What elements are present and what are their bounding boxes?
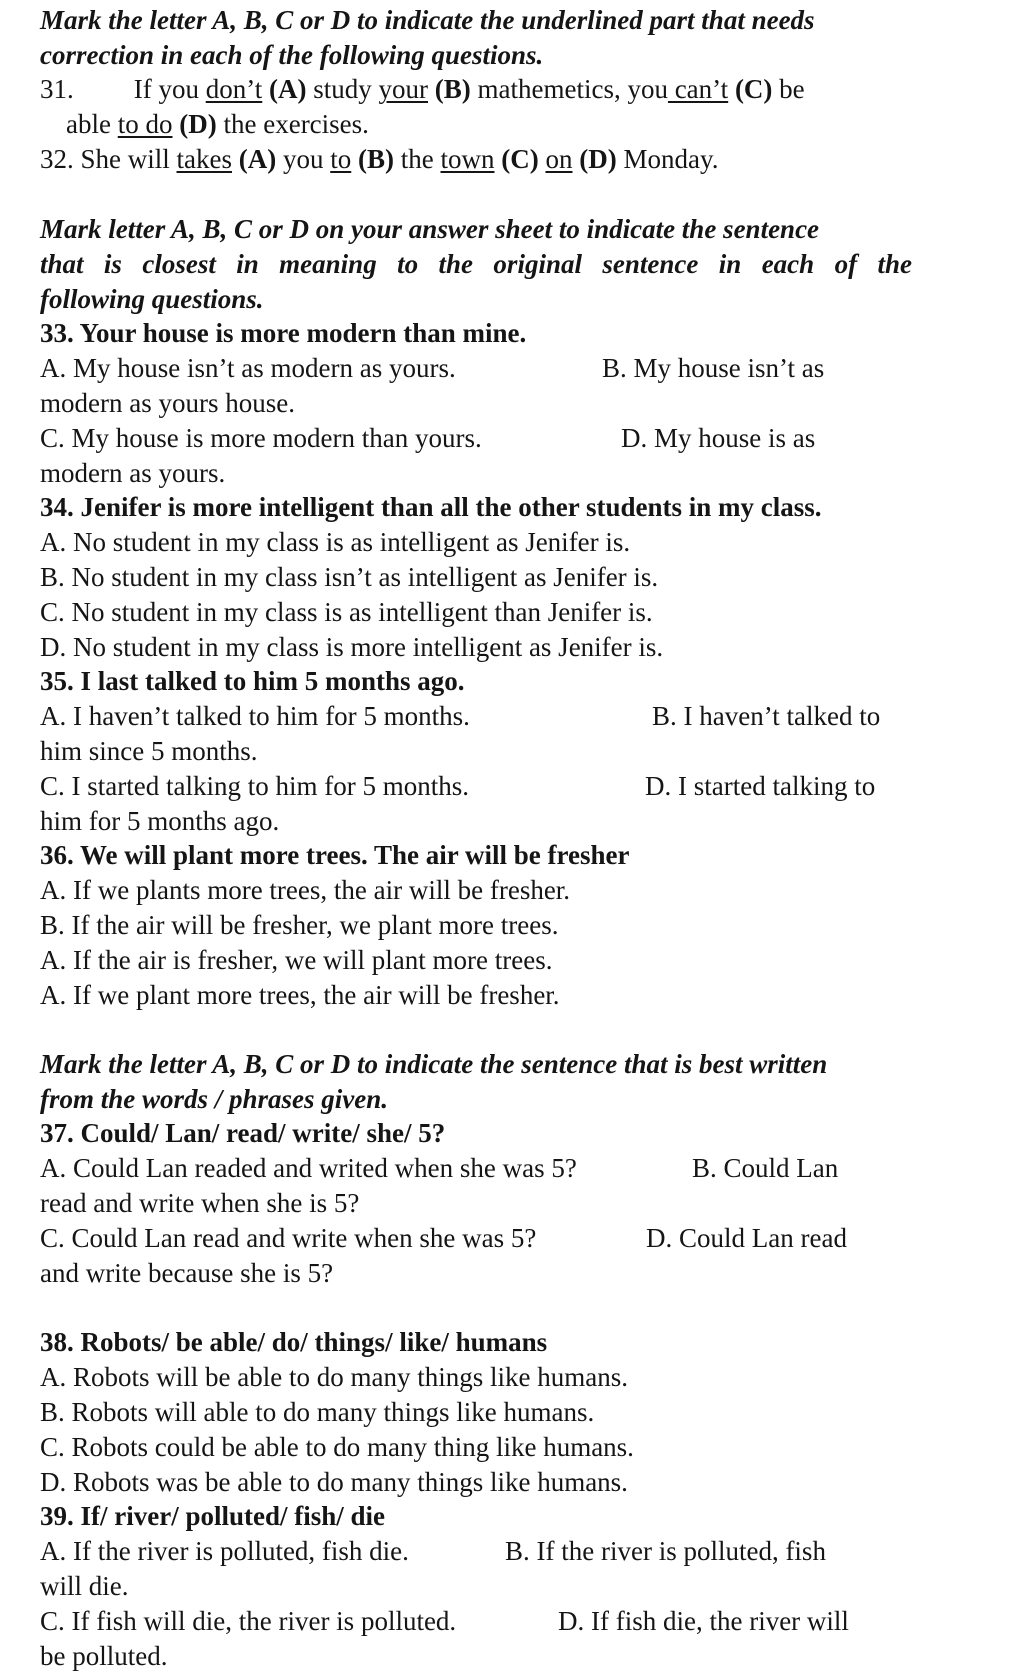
underlined-part-c: can’t: [667, 74, 729, 104]
option-b: B. If the air will be fresher, we plant more trees.: [40, 910, 559, 940]
option-c: C. No student in my class is as intelligent than Jenifer is.: [40, 597, 653, 627]
option-d-cont: be polluted.: [40, 1641, 168, 1671]
text: you: [282, 144, 331, 174]
option-b: B. If the river is polluted, fish: [505, 1536, 826, 1566]
option-b-cont: read and write when she is 5?: [40, 1188, 360, 1218]
option-label: (D): [572, 144, 624, 174]
option-d: D. No student in my class is more intelligent as Jenifer is.: [40, 632, 664, 662]
instruction-line: Mark the letter A, B, C or D to indicate the sentence that is best written: [40, 1049, 828, 1079]
question-39-stem: 39. If/ river/ polluted/ fish/ die: [40, 1501, 386, 1531]
instruction-line: from the words / phrases given.: [40, 1084, 389, 1114]
option-a: A. No student in my class is as intelligent as Jenifer is.: [40, 527, 631, 557]
underlined-part-c: town: [440, 144, 495, 174]
option-d: D. If fish die, the river will: [558, 1606, 849, 1636]
option-b-cont: him since 5 months.: [40, 736, 258, 766]
instruction-line: Mark the letter A, B, C or D to indicate the underlined part that needs: [40, 5, 815, 35]
underlined-part-a: don’t: [205, 74, 263, 104]
question-34-stem: 34. Jenifer is more intelligent than all the other students in my class.: [40, 492, 822, 522]
text: 32. She will: [40, 144, 177, 174]
option-a: A. Robots will be able to do many things like humans.: [40, 1362, 628, 1392]
option-c: C. I started talking to him for 5 months.: [40, 771, 469, 801]
option-c: C. My house is more modern than yours.: [40, 423, 482, 453]
text: mathemetics, you: [477, 74, 668, 104]
text: If you: [133, 74, 206, 104]
text: Monday.: [623, 144, 719, 174]
question-36-stem: 36. We will plant more trees. The air will be fresher: [40, 840, 630, 870]
option-label: (C): [728, 74, 780, 104]
option-d: D. Robots was be able to do many things like humans.: [40, 1467, 628, 1497]
underlined-part-a: takes: [176, 144, 232, 174]
option-c: C. Robots could be able to do many thing like humans.: [40, 1432, 634, 1462]
instruction-line: correction in each of the following questions.: [40, 40, 544, 70]
option-label: (B): [351, 144, 401, 174]
option-c: C. If fish will die, the river is polluted.: [40, 1606, 457, 1636]
question-37-stem: 37. Could/ Lan/ read/ write/ she/ 5?: [40, 1118, 446, 1148]
option-b: B. My house isn’t as: [602, 353, 825, 383]
instruction-line: Mark letter A, B, C or D on your answer sheet to indicate the sentence: [40, 214, 820, 244]
underlined-part-d: on: [545, 144, 573, 174]
text: study: [313, 74, 379, 104]
option-c: C. Could Lan read and write when she was 5?: [40, 1223, 537, 1253]
underlined-part-b: to: [330, 144, 352, 174]
question-38-stem: 38. Robots/ be able/ do/ things/ like/ humans: [40, 1327, 548, 1357]
option-d-cont: him for 5 months ago.: [40, 806, 280, 836]
option-label: (A): [262, 74, 314, 104]
question-31-line-2: [66, 107, 369, 142]
text: the: [400, 144, 441, 174]
option-a: A. If we plants more trees, the air will be fresher.: [40, 875, 571, 905]
underlined-part-d: to do: [117, 109, 173, 139]
option-b: B. No student in my class isn’t as intelligent as Jenifer is.: [40, 562, 659, 592]
option-label: (A): [232, 144, 283, 174]
option-b-cont: modern as yours house.: [40, 388, 295, 418]
underlined-part-b: your: [378, 74, 428, 104]
option-b: B. I haven’t talked to: [652, 701, 881, 731]
instruction-line: following questions.: [40, 284, 264, 314]
option-label: (B): [428, 74, 478, 104]
option-a: A. I haven’t talked to him for 5 months.: [40, 701, 470, 731]
text: be: [779, 74, 805, 104]
option-c: A. If the air is fresher, we will plant more trees.: [40, 945, 553, 975]
question-32: [40, 142, 718, 177]
option-d: D. My house is as: [621, 423, 816, 453]
question-33-stem: 33. Your house is more modern than mine.: [40, 318, 527, 348]
option-b: B. Could Lan: [692, 1153, 839, 1183]
option-label: (D): [172, 109, 224, 139]
text: the exercises.: [223, 109, 369, 139]
text: able: [66, 109, 118, 139]
option-label: (C): [494, 144, 546, 174]
option-d: A. If we plant more trees, the air will be fresher.: [40, 980, 560, 1010]
option-a: A. My house isn’t as modern as yours.: [40, 353, 456, 383]
option-d-cont: and write because she is 5?: [40, 1258, 334, 1288]
question-31-line-1: [40, 72, 805, 107]
option-d-cont: modern as yours.: [40, 458, 226, 488]
instruction-line: that is closest in meaning to the original sentence in each of the: [40, 249, 912, 279]
option-b: B. Robots will able to do many things like humans.: [40, 1397, 595, 1427]
question-number: 31.: [40, 74, 74, 104]
option-a: A. If the river is polluted, fish die.: [40, 1536, 409, 1566]
option-d: D. Could Lan read: [646, 1223, 847, 1253]
option-a: A. Could Lan readed and writed when she was 5?: [40, 1153, 577, 1183]
option-b-cont: will die.: [40, 1571, 129, 1601]
option-d: D. I started talking to: [645, 771, 876, 801]
question-35-stem: 35. I last talked to him 5 months ago.: [40, 666, 465, 696]
